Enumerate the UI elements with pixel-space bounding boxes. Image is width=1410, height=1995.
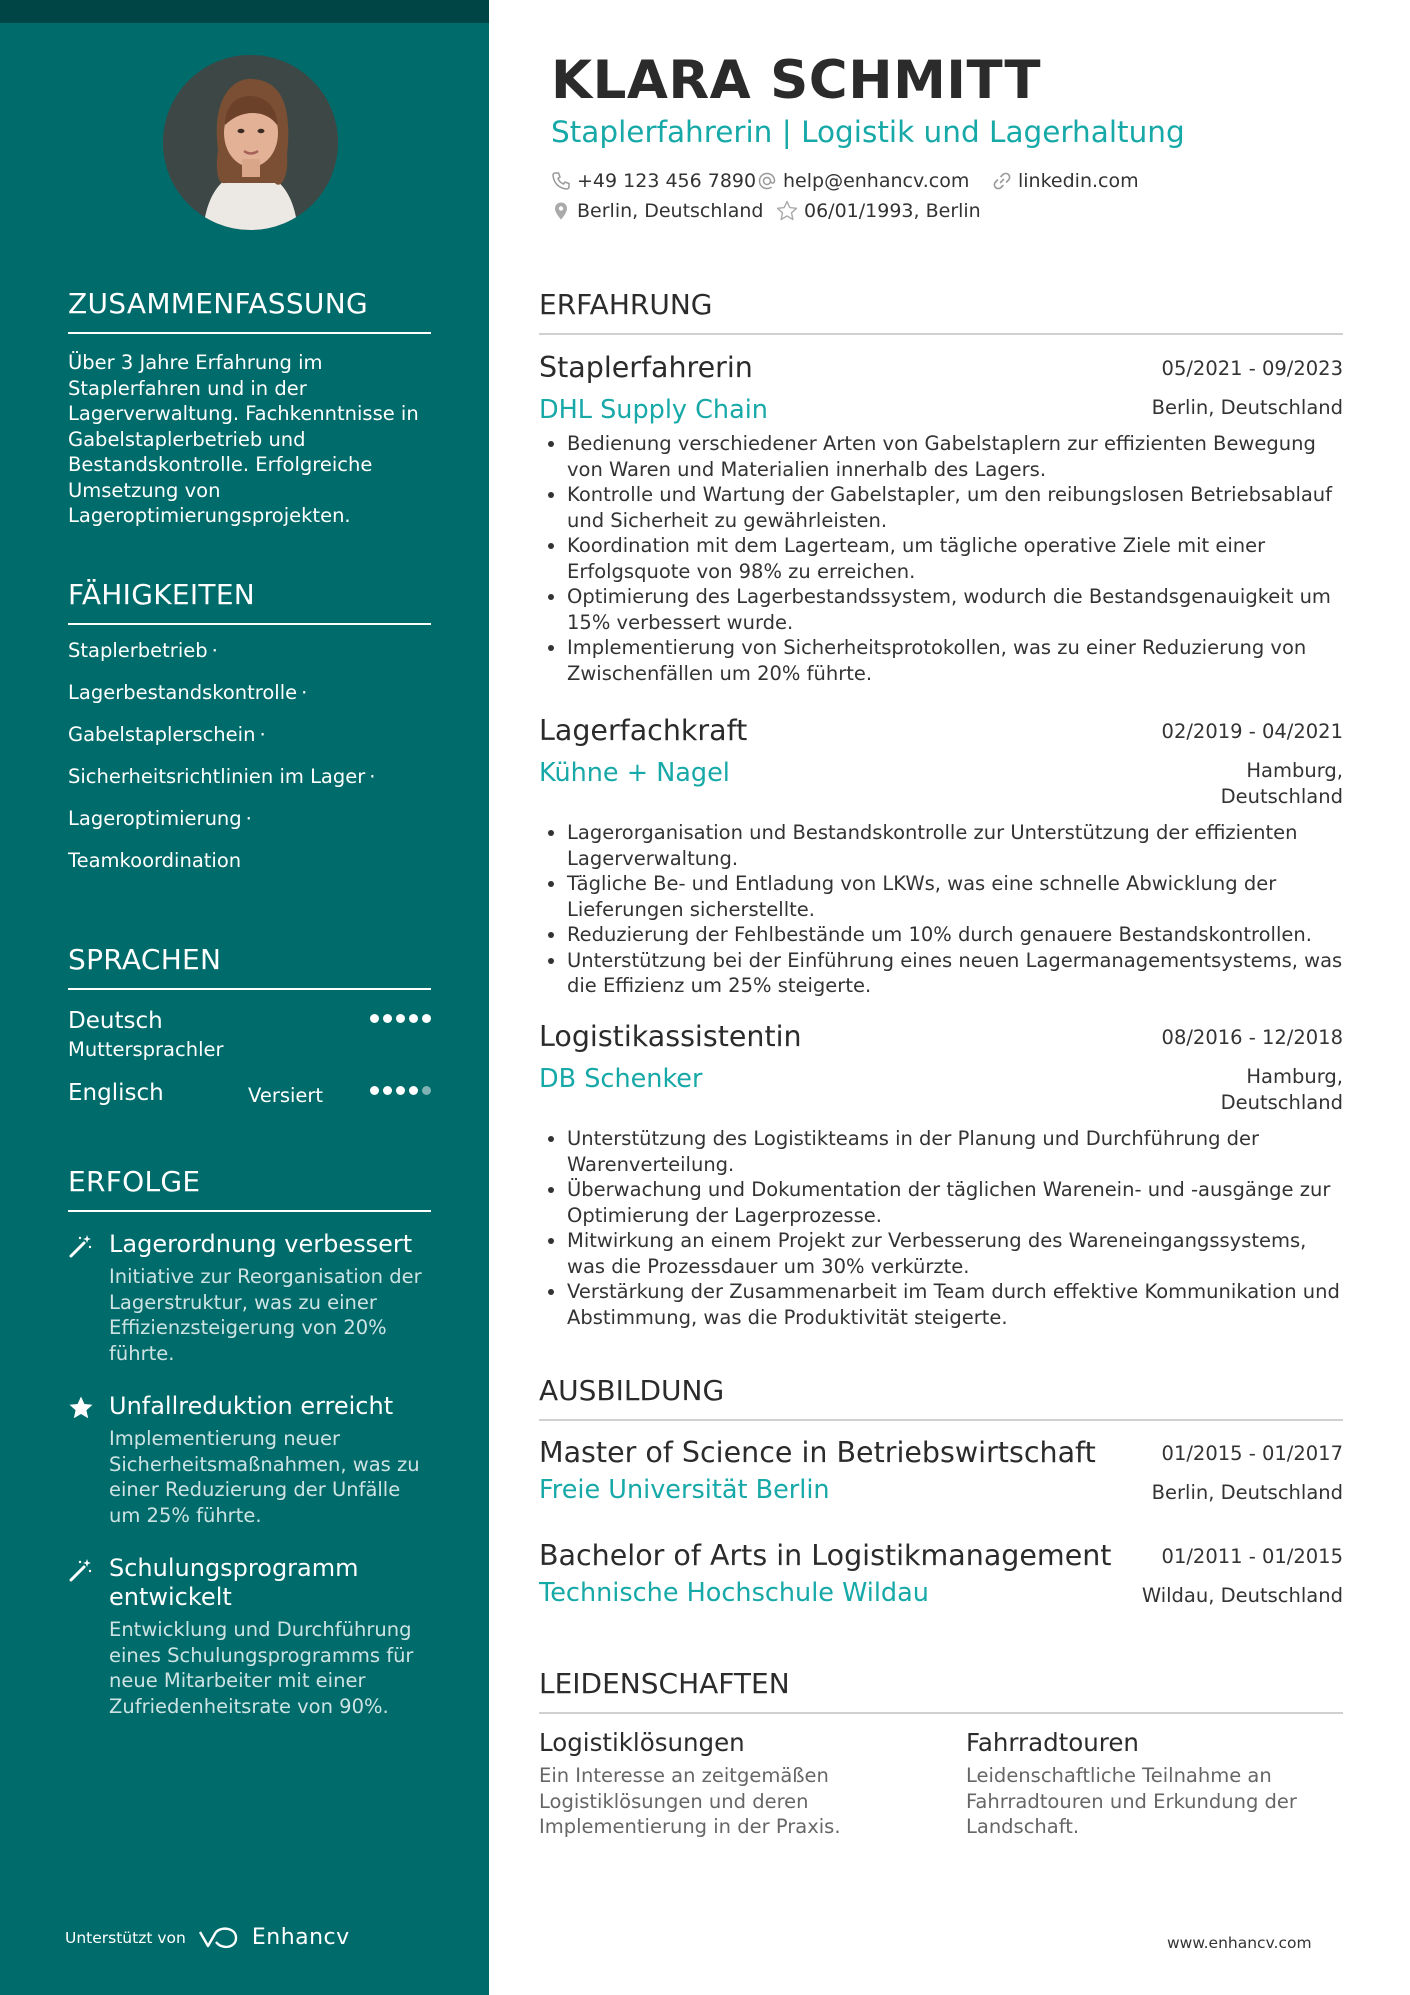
phone-text: +49 123 456 7890 <box>577 170 757 192</box>
achievement-item <box>68 1392 431 1528</box>
rating-dot <box>383 1086 392 1095</box>
languages-section <box>68 943 431 1130</box>
skill-item: Sicherheitsrichtlinien im Lager · <box>68 765 376 788</box>
achievements-section <box>68 1165 431 1719</box>
language-name: Englisch <box>68 1080 164 1106</box>
achievement-desc: Initiative zur Reorganisation der Lagerstruktur, was zu einer Effizienzsteigerung von 20% führte. <box>109 1265 422 1365</box>
entry-location: Berlin, Deutschland <box>1151 1481 1343 1504</box>
rating-dot <box>396 1086 405 1095</box>
powered-by-label: Unterstützt von <box>65 1928 186 1947</box>
entry-date: 01/2011 - 01/2015 <box>1161 1545 1343 1568</box>
email-text[interactable]: help@enhancv.com <box>783 170 970 192</box>
experience-entry <box>539 714 1343 999</box>
entry-date: 05/2021 - 09/2023 <box>1161 357 1343 380</box>
rating-dot <box>422 1014 431 1023</box>
contact-linkedin[interactable] <box>992 170 1139 192</box>
entry-title: Logistikassistentin <box>539 1020 802 1053</box>
linkedin-text[interactable]: linkedin.com <box>1018 170 1139 192</box>
achievement-item <box>68 1230 431 1366</box>
birth-text: 06/01/1993, Berlin <box>804 200 981 222</box>
skill-item: Teamkoordination <box>68 849 242 872</box>
language-row-deutsch <box>68 990 431 1061</box>
avatar <box>163 55 338 230</box>
achievements-heading: ERFOLGE <box>68 1165 431 1212</box>
passion-item <box>539 1728 899 1840</box>
passion-item <box>966 1728 1326 1840</box>
language-rating <box>370 1086 431 1095</box>
rating-dot <box>409 1014 418 1023</box>
phone-icon <box>551 171 571 191</box>
language-level: Versiert <box>248 1084 324 1107</box>
enhancv-brand: Enhancv <box>251 1925 350 1950</box>
summary-text: Über 3 Jahre Erfahrung im Staplerfahren und in der Lagerverwaltung. Fachkenntnisse in Gabelstaplerbetrieb und Bestandskontrolle. Erfolgreiche Umsetzung von Lageroptimierungsprojekten. <box>68 351 419 527</box>
achievement-desc: Implementierung neuer Sicherheitsmaßnahmen, was zu einer Reduzierung der Unfälle um 25% führte. <box>109 1427 420 1527</box>
link-icon <box>992 171 1012 191</box>
bullet-item: Unterstützung bei der Einführung eines neuen Lagermanagementsystems, was die Effizienz um 25% steigerte. <box>539 948 1343 999</box>
bullet-item: Optimierung des Lagerbestandssystem, wodurch die Bestandsgenauigkeit um 15% verbessert wurde. <box>539 584 1343 635</box>
entry-title: Staplerfahrerin <box>539 351 753 384</box>
contact-location <box>551 200 763 222</box>
entry-location: Wildau, Deutschland <box>1141 1584 1343 1607</box>
entry-school: Technische Hochschule Wildau <box>539 1578 929 1608</box>
rating-dot <box>409 1086 418 1095</box>
bullet-item: Lagerorganisation und Bestandskontrolle zur Unterstützung der effizienten Lagerverwaltung. <box>539 820 1343 871</box>
experience-entry <box>539 1020 1343 1330</box>
rating-dot <box>422 1086 431 1095</box>
languages-heading: SPRACHEN <box>68 943 431 990</box>
passion-title: Logistiklösungen <box>539 1728 745 1757</box>
achievement-desc: Entwicklung und Durchführung eines Schulungsprogramms für neue Mitarbeiter mit einer Zufriedenheitsrate von 90%. <box>109 1618 414 1718</box>
passion-desc: Leidenschaftliche Teilnahme an Fahrradtouren und Erkundung der Landschaft. <box>966 1764 1297 1838</box>
entry-school: Freie Universität Berlin <box>539 1475 830 1505</box>
entry-title: Lagerfachkraft <box>539 714 748 747</box>
entry-company: DB Schenker <box>539 1064 703 1094</box>
entry-company: DHL Supply Chain <box>539 395 768 425</box>
contact-phone <box>551 170 756 192</box>
education-heading: AUSBILDUNG <box>539 1374 1343 1421</box>
bullet-item: Bedienung verschiedener Arten von Gabelstaplern zur effizienten Bewegung von Waren und Materialien innerhalb des Lagers. <box>539 431 1343 482</box>
bullet-list <box>539 820 1343 999</box>
bullet-item: Verstärkung der Zusammenarbeit im Team durch effektive Kommunikation und Abstimmung, was die Produktivität steigerte. <box>539 1279 1343 1330</box>
bullet-item: Koordination mit dem Lagerteam, um tägliche operative Ziele mit einer Erfolgsquote von 98% zu erreichen. <box>539 533 1343 584</box>
entry-date: 01/2015 - 01/2017 <box>1161 1442 1343 1465</box>
summary-section <box>68 287 431 529</box>
skill-item: Gabelstaplerschein · <box>68 723 266 746</box>
bullet-item: Mitwirkung an einem Projekt zur Verbesserung des Wareneingangssystems, was die Prozessdauer um 30% verkürzte. <box>539 1228 1343 1279</box>
entry-location: Berlin, Deutschland <box>1151 396 1343 419</box>
footer-url[interactable]: www.enhancv.com <box>1167 1934 1312 1952</box>
rating-dot <box>370 1086 379 1095</box>
contact-birth <box>776 200 981 222</box>
experience-heading: ERFAHRUNG <box>539 288 1343 335</box>
bullet-item: Kontrolle und Wartung der Gabelstapler, um den reibungslosen Betriebsablauf und Sicherheit zu gewährleisten. <box>539 482 1343 533</box>
bullet-item: Unterstützung des Logistikteams in der Planung und Durchführung der Warenverteilung. <box>539 1126 1343 1177</box>
bullet-item: Reduzierung der Fehlbestände um 10% durch genauere Bestandskontrollen. <box>539 922 1343 948</box>
bullet-list <box>539 1126 1343 1330</box>
rating-dot <box>370 1014 379 1023</box>
skill-item: Staplerbetrieb · <box>68 639 218 662</box>
at-icon <box>757 171 777 191</box>
sidebar-top-bar <box>0 0 489 23</box>
enhancv-logo-icon <box>196 1926 242 1950</box>
passion-title: Fahrradtouren <box>966 1728 1139 1757</box>
entry-degree: Master of Science in Betriebswirtschaft <box>539 1436 1096 1469</box>
entry-location: Hamburg, Deutschland <box>1220 759 1343 808</box>
bullet-item: Implementierung von Sicherheitsprotokollen, was zu einer Reduzierung von Zwischenfällen um 20% führte. <box>539 635 1343 686</box>
entry-degree: Bachelor of Arts in Logistikmanagement <box>539 1539 1112 1572</box>
skills-section <box>68 578 431 891</box>
location-text: Berlin, Deutschland <box>577 200 764 222</box>
bullet-item: Überwachung und Dokumentation der täglichen Warenein- und -ausgänge zur Optimierung der Lagerprozesse. <box>539 1177 1343 1228</box>
candidate-name: KLARA SCHMITT <box>551 50 1042 111</box>
rating-dot <box>383 1014 392 1023</box>
achievement-title: Lagerordnung verbessert <box>109 1230 413 1258</box>
skills-list <box>68 639 431 891</box>
skill-item: Lageroptimierung · <box>68 807 252 830</box>
language-name: Deutsch <box>68 1008 163 1034</box>
location-pin-icon <box>551 201 571 221</box>
entry-date: 08/2016 - 12/2018 <box>1161 1026 1343 1049</box>
summary-heading: ZUSAMMENFASSUNG <box>68 287 431 334</box>
passions-heading: LEIDENSCHAFTEN <box>539 1667 1343 1714</box>
education-entry <box>539 1436 1343 1505</box>
language-row-englisch <box>68 1062 431 1130</box>
achievement-title: Unfallreduktion erreicht <box>109 1392 394 1420</box>
contact-email[interactable] <box>757 170 969 192</box>
achievement-title: Schulungsprogramm entwickelt <box>109 1554 359 1611</box>
passion-desc: Ein Interesse an zeitgemäßen Logistiklösungen und deren Implementierung in der Praxis. <box>539 1764 841 1838</box>
language-level: Muttersprachler <box>68 1038 224 1061</box>
job-title: Staplerfahrerin | Logistik und Lagerhaltung <box>551 115 1185 149</box>
experience-entry <box>539 351 1343 686</box>
sidebar <box>0 0 489 1995</box>
magic-wand-icon <box>68 1557 94 1583</box>
rating-dot <box>396 1014 405 1023</box>
achievement-item <box>68 1554 431 1719</box>
education-entry <box>539 1539 1343 1608</box>
star-icon <box>68 1395 94 1421</box>
star-outline-icon <box>776 200 798 222</box>
powered-by <box>65 1925 350 1950</box>
bullet-list <box>539 431 1343 686</box>
skill-item: Lagerbestandskontrolle · <box>68 681 308 704</box>
entry-company: Kühne + Nagel <box>539 758 730 788</box>
skills-heading: FÄHIGKEITEN <box>68 578 431 625</box>
entry-location: Hamburg, Deutschland <box>1220 1065 1343 1114</box>
entry-date: 02/2019 - 04/2021 <box>1161 720 1343 743</box>
language-rating <box>370 1014 431 1023</box>
magic-wand-icon <box>68 1233 94 1259</box>
bullet-item: Tägliche Be- und Entladung von LKWs, was eine schnelle Abwicklung der Lieferungen sicherstellte. <box>539 871 1343 922</box>
